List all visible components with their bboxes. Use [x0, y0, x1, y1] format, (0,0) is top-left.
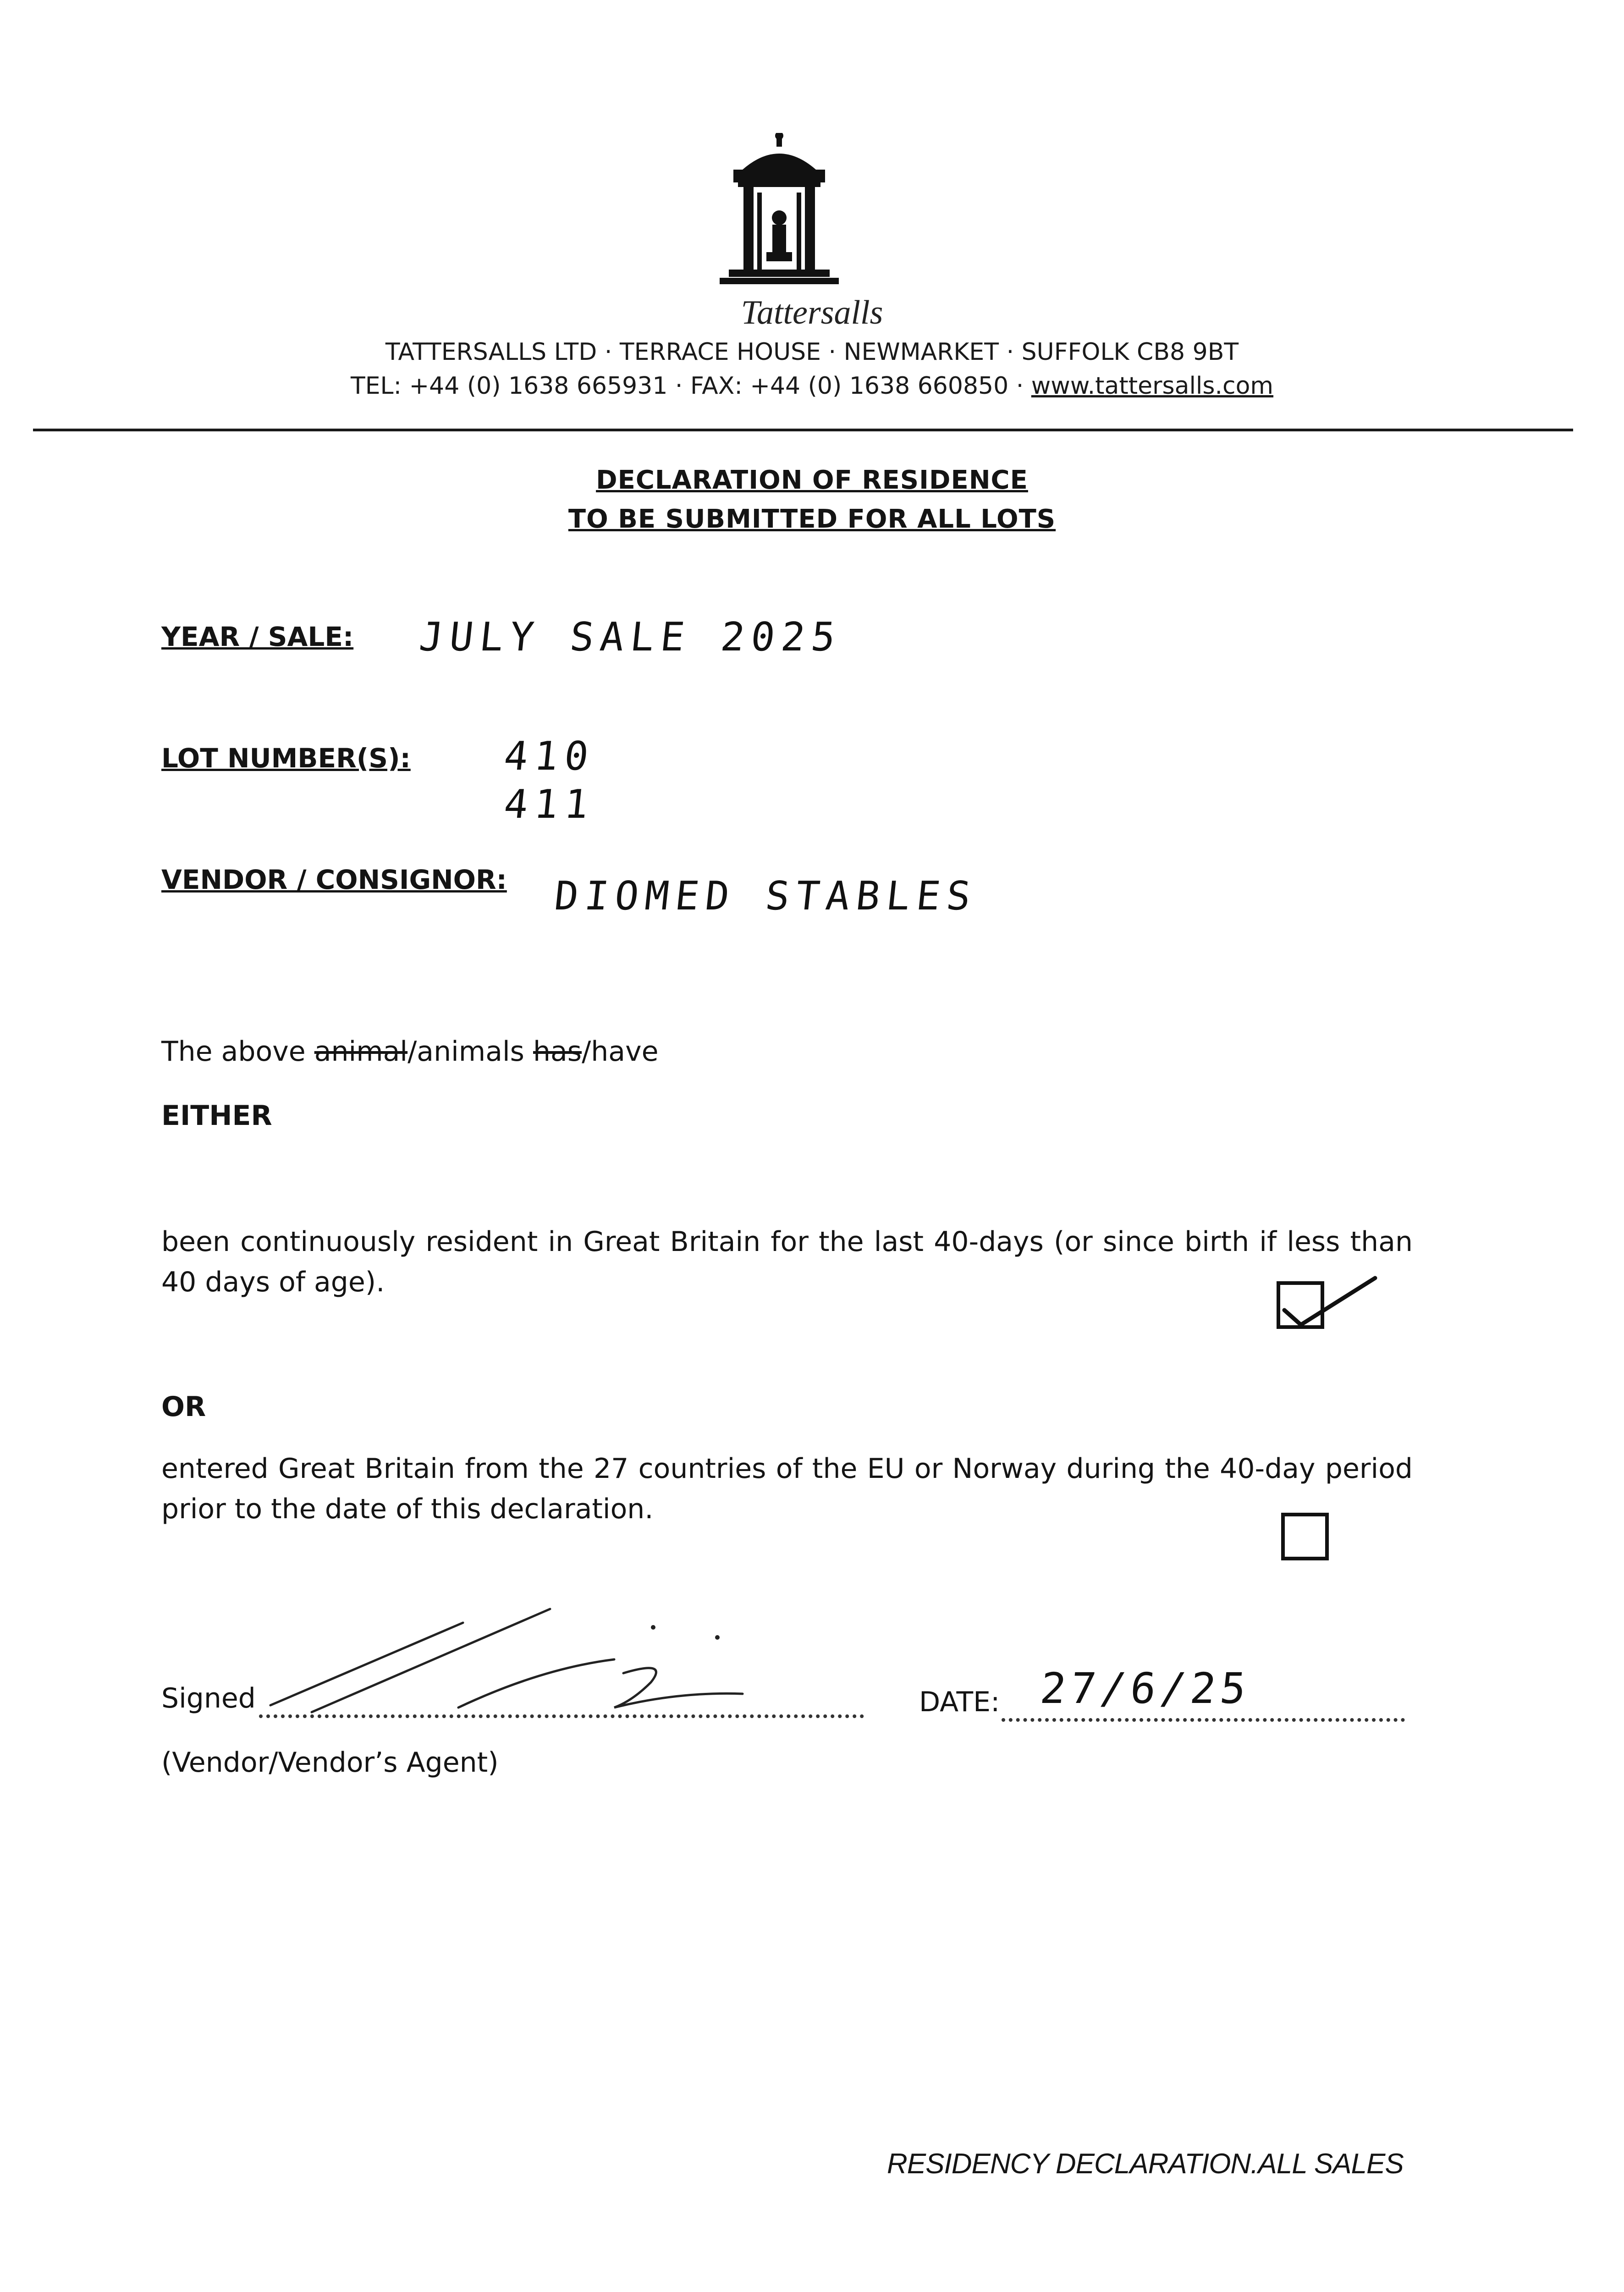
contact-numbers: TEL: +44 (0) 1638 665931 · FAX: +44 (0) 1638 660850 · — [350, 372, 1031, 400]
option-entered-checkbox[interactable] — [1281, 1513, 1329, 1560]
lot-number: 410 — [501, 733, 597, 779]
header-divider — [33, 429, 1573, 431]
signatory-role: (Vendor/Vendor’s Agent) — [161, 1747, 499, 1779]
struck-word: has — [533, 1036, 582, 1068]
website-link[interactable]: www.tattersalls.com — [1031, 372, 1274, 400]
lot-numbers-label: LOT NUMBER(S): — [161, 743, 411, 774]
struck-word: animal — [314, 1036, 408, 1068]
vendor-label: VENDOR / CONSIGNOR: — [161, 864, 507, 895]
date-value: 27/6/25 — [1038, 1664, 1253, 1713]
tattersalls-rotunda-logo — [715, 133, 843, 289]
signed-label: Signed — [161, 1682, 256, 1714]
brand-name: Tattersalls — [741, 294, 883, 331]
intro-text: The above — [161, 1036, 314, 1068]
either-heading: EITHER — [161, 1100, 272, 1132]
date-label: DATE: — [919, 1686, 1000, 1718]
option-resident-text: been continuously resident in Great Britain for the last 40-days (or since birth if less than 40 days of age). — [161, 1226, 1413, 1298]
year-sale-label: YEAR / SALE: — [161, 621, 354, 652]
company-contact — [0, 372, 1624, 400]
lot-number: 411 — [501, 782, 597, 827]
option-entered-text: entered Great Britain from the 27 countries of the EU or Norway during the 40-day period prior to the date of this declaration. — [161, 1453, 1413, 1525]
company-address: TATTERSALLS LTD · TERRACE HOUSE · NEWMARKET · SUFFOLK CB8 9BT — [385, 338, 1239, 366]
check-mark-icon — [1274, 1270, 1380, 1339]
document-title: DECLARATION OF RESIDENCE — [596, 465, 1028, 495]
intro-text: /animals — [407, 1036, 533, 1068]
intro-text: /have — [582, 1036, 659, 1068]
document-subtitle: TO BE SUBMITTED FOR ALL LOTS — [568, 504, 1056, 534]
handwritten-signature — [266, 1604, 752, 1724]
vendor-value: DIOMED STABLES — [552, 873, 980, 919]
or-heading: OR — [161, 1391, 206, 1423]
declaration-intro — [161, 1031, 1413, 1072]
year-sale-value: JULY SALE 2025 — [417, 614, 844, 660]
footer-reference: RESIDENCY DECLARATION.ALL SALES — [887, 2148, 1404, 2180]
